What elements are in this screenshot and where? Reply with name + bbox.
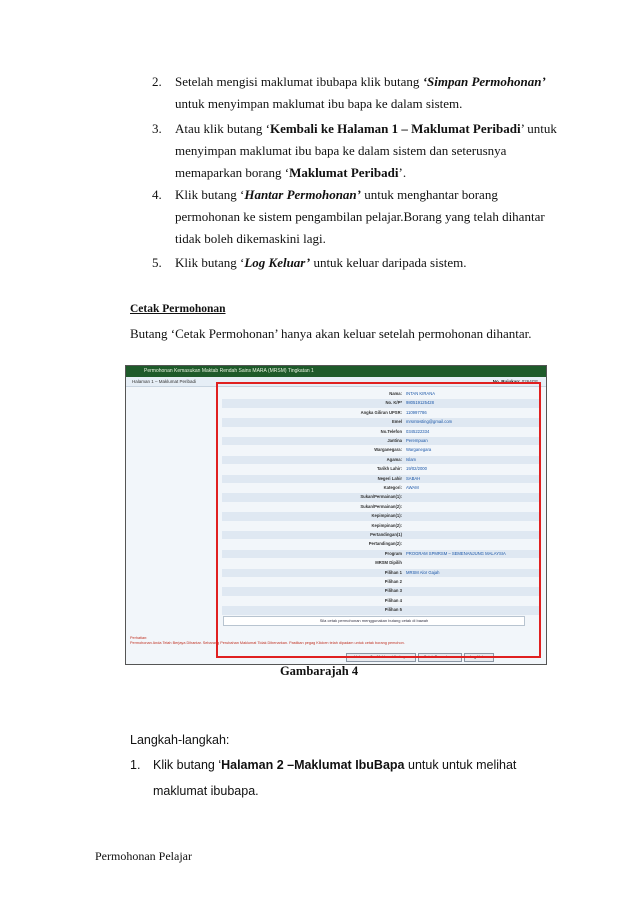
step-line (175, 209, 545, 225)
form-tab-label: Halaman 1 – Maklumat Peribadi (132, 379, 197, 384)
form-row-label: Pertandingan(1) (370, 532, 402, 537)
step-line (175, 231, 326, 247)
step-text-segment: Hantar Permohonan’ (244, 187, 361, 202)
step-number: 2. (152, 74, 162, 89)
form-row-label: Sukan/Permainan(1): (360, 494, 402, 500)
form-row-value: 980519125428 (406, 400, 434, 406)
step-text-segment: Klik butang ‘ (175, 255, 245, 270)
form-row-label: Angka Giliran UPSR: (360, 409, 402, 415)
langkah-pre: Klik butang ‘ (153, 758, 222, 772)
step-text-segment: ‘Simpan Permohonan’ (422, 74, 546, 89)
reference-label: No. Rujukan: (492, 379, 521, 384)
form-row-label: Pilihan 1 (384, 569, 402, 575)
step-line (175, 143, 506, 159)
step-text-segment: untuk menyimpan maklumat ibu bapa ke dalam sistem. (175, 96, 463, 111)
form-row-label: Sukan/Permainan(2): (360, 503, 402, 509)
log-keluar-button[interactable]: Log Keluar (464, 653, 494, 662)
form-row-label: Negeri Lahir (377, 475, 402, 481)
form-row-value: 19/02/2000 (406, 466, 427, 472)
form-header-bar (126, 366, 546, 377)
langkah-line-1 (153, 757, 516, 773)
form-row-label: Agama: (386, 456, 402, 462)
form-row-label: Pilihan 5 (384, 607, 402, 613)
form-row-label: Kepimpinan(2): (371, 522, 402, 528)
page-footer: Permohonan Pelajar (95, 849, 192, 863)
step-number: 4. (152, 187, 162, 202)
langkah-bold: Halaman 2 –Maklumat IbuBapa (221, 758, 405, 772)
step-text-segment: untuk menghantar borang (361, 187, 498, 202)
step-text-segment: memaparkan borang ‘ (175, 165, 290, 180)
step-text-segment: Klik butang ‘ (175, 187, 245, 202)
form-row-label: Kepimpinan(1): (371, 513, 402, 519)
form-row-value: Islam (406, 456, 417, 462)
form-row-label: MRSM Dipilih (375, 560, 402, 566)
form-row-value: INTAN KIRANA (406, 391, 436, 396)
section-heading: Cetak Permohonan (130, 303, 226, 315)
step-line (175, 165, 406, 181)
section-text: Butang ‘Cetak Permohonan’ hanya akan keluar setelah permohonan dihantar. (130, 326, 532, 341)
form-row-label: Pilihan 3 (384, 588, 402, 594)
form-row-value: MRSM Alor Gajah (406, 569, 440, 575)
halaman-2-button[interactable]: Halaman 2 – Maklumat Ibubapa (346, 653, 416, 662)
form-row-value: AWAM (406, 485, 419, 490)
step-line (175, 121, 557, 137)
step-line (175, 96, 462, 112)
step-text-segment: ’ untuk (520, 121, 557, 136)
form-row-label: No. K/P* (385, 400, 402, 406)
step-text-segment: Log Keluar’ (244, 255, 311, 270)
step-text-segment: untuk keluar daripada sistem. (310, 255, 467, 270)
langkah-heading: Langkah-langkah: (130, 733, 230, 747)
form-row-label: Emel (391, 419, 402, 425)
step-text-segment: Setelah mengisi maklumat ibubapa klik butang (175, 74, 423, 89)
cetak-permohonan-button[interactable]: Cetak Permohonan (418, 653, 462, 662)
step-number: 3. (152, 121, 162, 136)
figure-caption: Gambarajah 4 (279, 664, 359, 678)
form-row-label: No.Telefon (380, 428, 402, 434)
form-row-label: Tarikh Lahir: (376, 466, 402, 472)
form-row-value: mrsmtesting@gmail.com (406, 419, 453, 425)
form-row-label: Jantina (387, 438, 402, 443)
form-row-label: Pilihan 4 (384, 597, 402, 603)
warning-title: Perhatian: (130, 636, 148, 640)
print-note: Sila cetak permohonan menggunakan butang cetak di bawah (223, 616, 525, 626)
form-header-title: Permohonan Kemasukan Maktab Rendah Sains MARA (MRSM) Tingkatan 1 (144, 368, 314, 374)
form-row-value: 0345222334 (406, 428, 430, 434)
step-text-segment: tidak boleh dikemaskini lagi. (175, 231, 326, 246)
langkah-number: 1. (130, 758, 141, 772)
step-line (175, 255, 467, 271)
form-row-value: Perempuan (406, 438, 428, 443)
step-text-segment: Kembali ke Halaman 1 – Maklumat Peribadi (269, 121, 521, 136)
form-row-value: Warganegara (406, 447, 432, 453)
step-text-segment: ’. (398, 165, 407, 180)
step-text-segment: Maklumat Peribadi (289, 165, 399, 180)
form-row-label: Pertandingan(2): (368, 541, 402, 547)
form-row-value: PROGRAM SPMRSM – SEMENANJUNG MALAYSIA (406, 550, 506, 556)
step-number: 5. (152, 255, 162, 270)
highlight-box (216, 382, 541, 658)
form-row-value: SABAH (406, 475, 421, 481)
step-line (175, 187, 498, 203)
screenshot-figure (125, 365, 547, 665)
langkah-line-2: maklumat ibubapa. (153, 784, 259, 798)
step-line (175, 74, 546, 90)
step-text-segment: menyimpan maklumat ibu bapa ke dalam sistem dan seterusnya (175, 143, 507, 158)
form-row-label: Warganegara: (374, 447, 402, 453)
form-row-label: Kategori: (383, 485, 402, 490)
form-row-label: Program (384, 550, 402, 556)
warning-body: Permohonan Anda Telah Berjaya Dihantar. Sebarang Perubahan Maklumat Tidak Dibenarkan. Pastikan pegag Klicken telah dipadam untuk cetak borang pemohon. (130, 641, 405, 645)
form-row-value: 110997786 (406, 409, 427, 415)
step-text-segment: Atau klik butang ‘ (175, 121, 270, 136)
form-row-label: Pilihan 2 (384, 579, 402, 584)
form-row-label: Nama: (389, 391, 402, 396)
langkah-post: untuk untuk melihat (404, 758, 517, 772)
reference-value: 0264GF (521, 379, 538, 384)
step-text-segment: permohonan ke sistem pengambilan pelajar.Borang yang telah dihantar (175, 209, 545, 224)
